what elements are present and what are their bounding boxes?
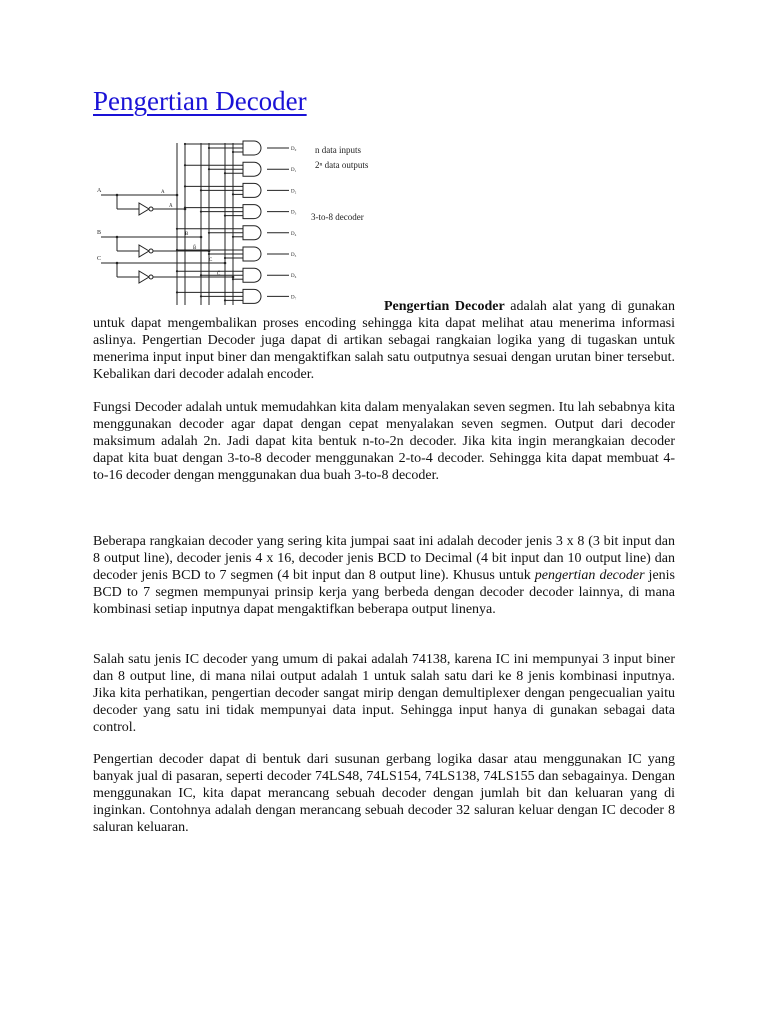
inverter-gate — [139, 271, 149, 283]
inverter-gate — [139, 203, 149, 215]
junction-dot — [208, 232, 210, 234]
inverter-bubble — [149, 207, 153, 211]
bus-label: C̄ — [217, 272, 221, 277]
input-label-a: A — [97, 188, 102, 194]
junction-dot — [184, 207, 186, 209]
junction-dot — [224, 257, 226, 259]
junction-dot — [208, 147, 210, 149]
bus-label: B — [185, 232, 189, 237]
junction-dot — [224, 172, 226, 174]
page-title[interactable]: Pengertian Decoder — [93, 86, 307, 116]
junction-dot — [208, 253, 210, 255]
output-label-d5: D₅ — [291, 253, 297, 258]
junction-dot — [224, 262, 227, 265]
bus-label: A — [161, 190, 165, 195]
bus-label: B̄ — [193, 246, 197, 251]
paragraph-ic-74138: Salah satu jenis IC decoder yang umum di pakai adalah 74138, karena IC ini mempunyai 3 input biner dan 8 output line, di mana nilai output adalah 1 untuk salah satu dari ke 8 jenis kombinasi inputnya. Jika kita perhatikan, pengertian decoder sangat mirip dengan demultiplexer dengan pengecualian yaitu decoder yang satu ini tidak mempunyai data input. Sehingga input hanya di gunakan sebagai data control. — [93, 652, 675, 735]
junction-dot — [232, 236, 234, 238]
junction-dot — [208, 168, 210, 170]
and-gate-d4 — [243, 226, 261, 240]
decoder-circuit-diagram — [93, 137, 383, 311]
decoder-circuit-svg — [93, 137, 383, 311]
label-3-to-8-decoder: 3-to-8 decoder — [311, 212, 364, 222]
output-label-d7: D₇ — [291, 295, 297, 301]
junction-dot — [176, 228, 178, 230]
paragraph-definition — [93, 299, 675, 384]
inverter-gate — [139, 245, 149, 257]
and-gate-d2 — [243, 183, 261, 197]
input-label-c: C — [97, 256, 102, 262]
paragraph-types — [93, 534, 675, 619]
junction-dot — [184, 143, 186, 145]
paragraph-ic-usage: Pengertian decoder dapat di bentuk dari susunan gerbang logika dasar atau menggunakan IC yang banyak jual di pasaran, seperti decoder 74LS48, 74LS154, 74LS138, 74LS155 dan sebagainya. Dengan menggunakan IC, kita dapat merancang sebuah decoder dengan jumlah bit dan keluaran yang di inginkan. Contohnya adalah dengan merancang sebuah decoder 32 saluran keluar dengan IC decoder 8 saluran keluaran. — [93, 752, 675, 835]
junction-dot — [200, 189, 202, 191]
junction-dot — [176, 291, 178, 293]
junction-dot — [232, 151, 234, 153]
output-label-d0: D₀ — [291, 147, 297, 152]
label-2n-data-outputs: 2ⁿ data outputs — [315, 160, 369, 170]
and-gate-d5 — [243, 247, 261, 261]
label-n-data-inputs: n data inputs — [315, 145, 361, 155]
junction-dot — [232, 276, 235, 279]
junction-dot — [176, 194, 179, 197]
paragraph-definition-text: adalah alat yang di gunakan untuk dapat mengembalikan proses encoding sehingga kita dapat melihat atau menerima informasi aslinya. Pengertian Decoder juga dapat di artikan sebagai rangkaian logika yang di tugaskan untuk menerima input input biner dan mengaktifkan salah satu outputnya sesuai dengan urutan biner tersebut. Kebalikan dari decoder adalah encoder. — [93, 299, 675, 382]
and-gate-d6 — [243, 268, 261, 282]
output-label-d3: D₃ — [291, 210, 297, 216]
junction-dot — [184, 164, 186, 166]
junction-dot — [184, 185, 186, 187]
paragraph-types-before: Beberapa rangkaian decoder yang sering kita jumpai saat ini adalah decoder jenis 3 x 8 (3 bit input dan 8 output line), decoder jenis 4 x 16, decoder jenis BCD to Decimal (4 bit input dan 10 output line) dan decoder jenis BCD to 7 segmen (4 bit input dan 8 output line). Khusus untuk — [93, 534, 675, 583]
bus-label: C — [209, 258, 213, 263]
input-label-b: B — [97, 230, 102, 236]
junction-dot — [232, 193, 234, 195]
junction-dot — [176, 249, 178, 251]
term-pengertian-decoder-italic: pengertian decoder — [534, 567, 645, 583]
bus-label: Ā — [169, 204, 173, 209]
term-pengertian-decoder: Pengertian Decoder — [384, 299, 505, 314]
paragraph-types-after: jenis BCD to 7 segmen mempunyai prinsip kerja yang berbeda dengan decoder decoder lainnya, di mana kombinasi setiap inputnya dapat mengaktifkan beberapa output linenya. — [93, 567, 675, 617]
paragraph-function: Fungsi Decoder adalah untuk memudahkan kita dalam menyalakan seven segmen. Itu lah sebabnya kita menggunakan decoder agar dapat dengan cepat menyalakan seven segmen. Output dari decoder maksimum adalah 2n. Jadi dapat kita bentuk n-to-2n decoder. Jika kita ingin merangkaian decoder dapat kita buat dengan 3-to-8 decoder menggunakan 2-to-4 decoder. Sehingga kita dapat membuat 4-to-16 decoder dengan menggunakan dua buah 3-to-8 decoder. — [93, 400, 675, 483]
junction-dot — [176, 270, 178, 272]
junction-dot — [232, 278, 234, 280]
output-label-d6: D₆ — [291, 274, 297, 280]
output-label-d4: D₄ — [291, 231, 297, 237]
and-gate-d0 — [243, 141, 261, 155]
and-gate-d3 — [243, 205, 261, 219]
junction-dot — [200, 295, 202, 297]
junction-dot — [200, 236, 203, 239]
inverter-bubble — [149, 275, 153, 279]
output-label-d1: D₁ — [291, 168, 297, 174]
junction-dot — [200, 274, 202, 276]
junction-dot — [224, 215, 226, 217]
and-gate-d1 — [243, 162, 261, 176]
output-label-d2: D₂ — [291, 189, 297, 195]
junction-dot — [200, 211, 202, 213]
inverter-bubble — [149, 249, 153, 253]
